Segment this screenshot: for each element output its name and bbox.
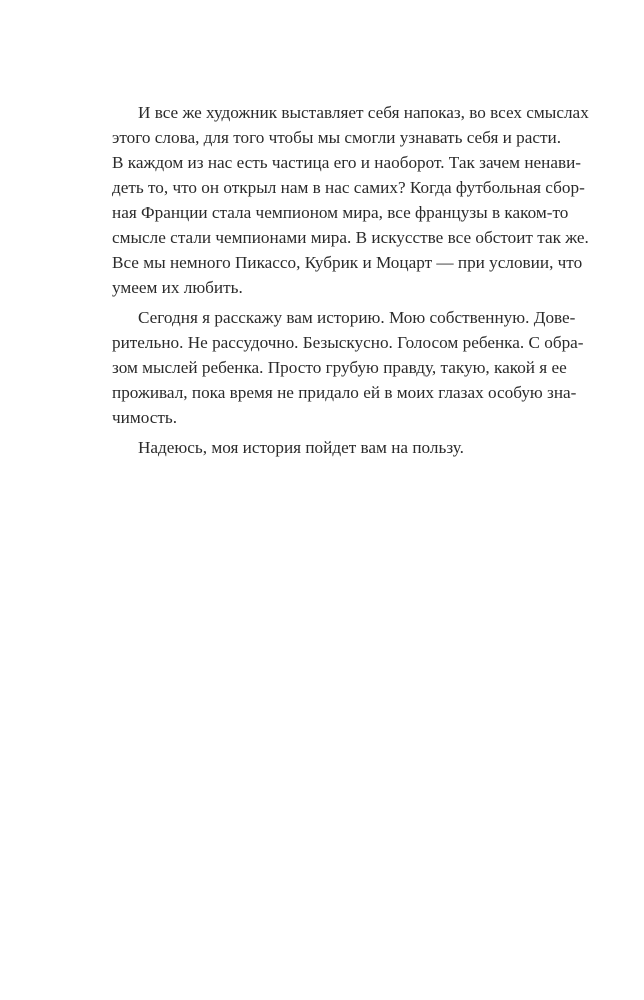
text-line: В каждом из нас есть частица его и наоборот. Так зачем ненави- <box>112 153 582 172</box>
paragraph <box>112 435 533 460</box>
text-line: Сегодня я расскажу вам историю. Мою собственную. Дове- <box>138 308 576 327</box>
text-line: ная Франции стала чемпионом мира, все французы в каком-то <box>112 203 569 222</box>
text-line: И все же художник выставляет себя напоказ, во всех смыслах <box>138 103 589 122</box>
text-line: Надеюсь, моя история пойдет вам на пользу. <box>138 438 464 457</box>
book-page-text <box>112 100 589 465</box>
text-line: проживал, пока время не придало ей в моих глазах особую зна- <box>112 383 577 402</box>
text-line: чимость. <box>112 408 178 427</box>
text-line: зом мыслей ребенка. Просто грубую правду, такую, какой я ее <box>112 358 567 377</box>
text-line: рительно. Не рассудочно. Безыскусно. Голосом ребенка. С обра- <box>112 333 584 352</box>
text-line: Все мы немного Пикассо, Кубрик и Моцарт — при условии, что <box>112 253 583 272</box>
text-line: деть то, что он открыл нам в нас самих? Когда футбольная сбор- <box>112 178 585 197</box>
paragraph <box>112 100 589 300</box>
text-line: смысле стали чемпионами мира. В искусстве все обстоит так же. <box>112 228 589 247</box>
text-line: этого слова, для того чтобы мы смогли узнавать себя и расти. <box>112 128 562 147</box>
text-line: умеем их любить. <box>112 278 243 297</box>
paragraph <box>112 305 584 430</box>
